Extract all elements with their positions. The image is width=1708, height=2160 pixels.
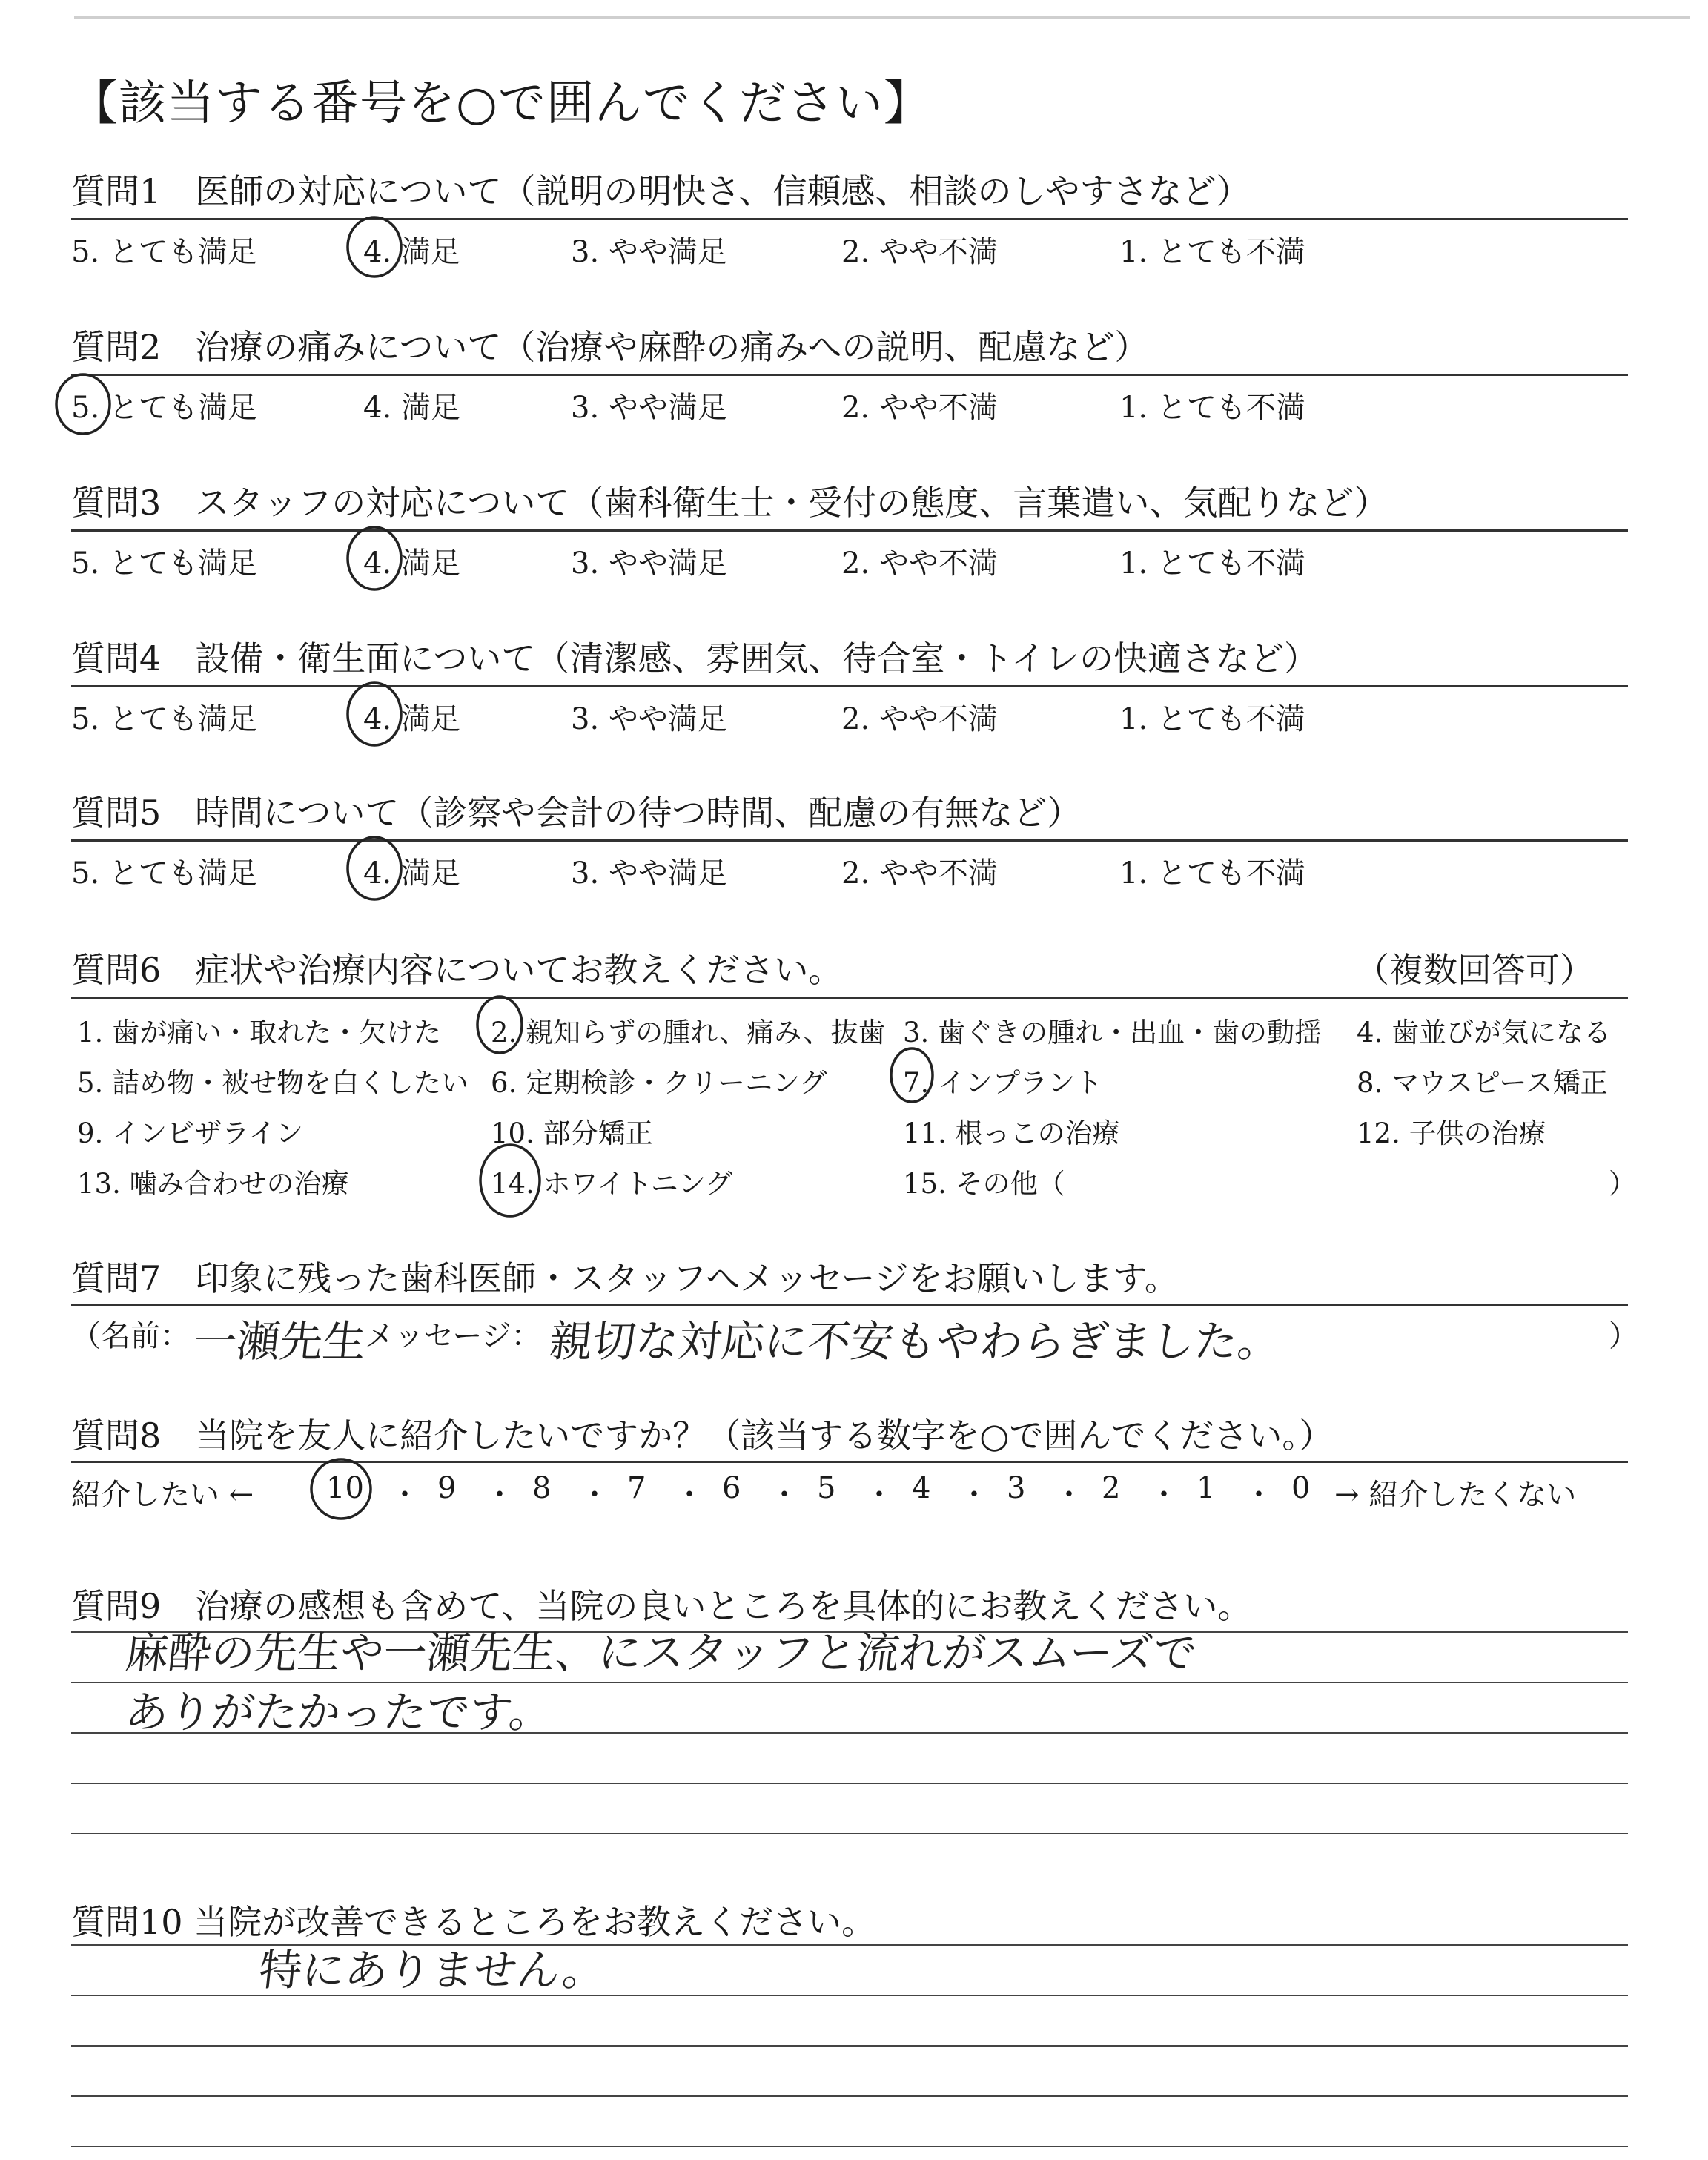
q3-option-1[interactable]: 1. とても不満	[1119, 546, 1305, 581]
q6-option-3[interactable]: 3. 歯ぐきの腫れ・出血・歯の動揺	[903, 1017, 1323, 1048]
question-4-label: 質問4 設備・衛生面について（清潔感、雰囲気、待合室・トイレの快適さなど）	[71, 638, 1319, 678]
question-6-label: 質問6 症状や治療内容についてお教えください。	[71, 950, 843, 990]
q8-score-5[interactable]: 5	[817, 1471, 836, 1505]
q9-answer-line-2[interactable]: ありがたかったです。	[122, 1687, 555, 1737]
q3-option-3[interactable]: 3. やや満足	[571, 546, 727, 581]
q6-option-8[interactable]: 8. マウスピース矯正	[1357, 1067, 1608, 1099]
q8-sep: ・	[1244, 1478, 1274, 1512]
circle-mark-q5-4	[348, 837, 401, 899]
q10-answer-line-1[interactable]: 特にありません。	[256, 1945, 609, 1995]
q8-sep: ・	[1054, 1478, 1084, 1512]
circle-mark-q1-4	[348, 217, 401, 277]
q8-score-0[interactable]: 0	[1291, 1471, 1311, 1505]
q1-option-2[interactable]: 2. やや不満	[841, 235, 998, 269]
q5-option-5[interactable]: 5. とても満足	[71, 856, 257, 891]
q1-option-4[interactable]: 4. 満足	[363, 235, 460, 269]
q8-left-label: 紹介したい ←	[71, 1478, 254, 1512]
q4-option-2[interactable]: 2. やや不満	[841, 702, 998, 736]
question-5-label: 質問5 時間について（診察や会計の待つ時間、配慮の有無など）	[71, 793, 1082, 833]
q4-option-4[interactable]: 4. 満足	[363, 702, 460, 736]
page-title: 【該当する番号を○で囲んでください】	[70, 76, 932, 131]
q9-answer-line-1[interactable]: 麻酔の先生や一瀬先生、にスタッフと流れがスムーズで	[122, 1628, 1199, 1678]
q8-score-9[interactable]: 9	[437, 1471, 457, 1505]
q2-option-5[interactable]: 5. とても満足	[71, 391, 257, 425]
q8-sep: ・	[1149, 1478, 1179, 1512]
q8-score-10[interactable]: 10	[326, 1471, 364, 1505]
q2-option-4[interactable]: 4. 満足	[363, 391, 460, 425]
q4-option-1[interactable]: 1. とても不満	[1119, 702, 1305, 736]
q8-score-6[interactable]: 6	[722, 1471, 741, 1505]
circle-mark-q8-10	[311, 1459, 371, 1519]
question-10-label: 質問10 当院が改善できるところをお教えください。	[71, 1902, 876, 1942]
question-9-label: 質問9 治療の感想も含めて、当院の良いところを具体的にお教えください。	[71, 1586, 1252, 1626]
q8-sep: ・	[769, 1478, 799, 1512]
q1-option-3[interactable]: 3. やや満足	[571, 235, 727, 269]
q1-option-1[interactable]: 1. とても不満	[1119, 235, 1305, 269]
q5-option-1[interactable]: 1. とても不満	[1119, 856, 1305, 891]
question-8-label: 質問8 当院を友人に紹介したいですか？（該当する数字を○で囲んでください。）	[71, 1416, 1334, 1456]
q8-sep: ・	[485, 1478, 514, 1512]
q6-option-15[interactable]: 15. その他（	[903, 1168, 1065, 1200]
q6-option-2[interactable]: 2. 親知らずの腫れ、痛み、抜歯	[491, 1017, 886, 1048]
q6-option-4[interactable]: 4. 歯並びが気になる	[1357, 1017, 1612, 1048]
q3-option-5[interactable]: 5. とても満足	[71, 546, 257, 581]
q8-sep: ・	[864, 1478, 894, 1512]
question-3-label: 質問3 スタッフの対応について（歯科衛生士・受付の態度、言葉遣い、気配りなど）	[71, 483, 1388, 523]
q6-option-12[interactable]: 12. 子供の治療	[1357, 1117, 1546, 1149]
question-2-label: 質問2 治療の痛みについて（治療や麻酔の痛みへの説明、配慮など）	[71, 327, 1149, 367]
q4-option-3[interactable]: 3. やや満足	[571, 702, 727, 736]
circle-mark-q6-14	[480, 1145, 540, 1216]
q2-option-2[interactable]: 2. やや不満	[841, 391, 998, 425]
circle-mark-q4-4	[348, 683, 401, 745]
q7-close-paren: ）	[1609, 1319, 1638, 1353]
question-6-note: （複数回答可）	[1355, 950, 1594, 990]
q8-score-4[interactable]: 4	[912, 1471, 931, 1505]
q5-option-2[interactable]: 2. やや不満	[841, 856, 998, 891]
circle-mark-q6-2	[477, 997, 522, 1053]
circle-mark-q2-5	[56, 374, 110, 434]
q6-option-7[interactable]: 7. インプラント	[903, 1067, 1103, 1099]
circle-mark-q6-7	[891, 1048, 933, 1102]
q6-option-11[interactable]: 11. 根っこの治療	[903, 1117, 1120, 1149]
q1-option-5[interactable]: 5. とても満足	[71, 235, 257, 269]
q6-option-14[interactable]: 14. ホワイトニング	[491, 1168, 733, 1200]
q5-option-3[interactable]: 3. やや満足	[571, 856, 727, 891]
q8-score-2[interactable]: 2	[1102, 1471, 1121, 1505]
q2-option-1[interactable]: 1. とても不満	[1119, 391, 1305, 425]
q4-option-5[interactable]: 5. とても満足	[71, 702, 257, 736]
q8-score-3[interactable]: 3	[1007, 1471, 1026, 1505]
question-1-label: 質問1 医師の対応について（説明の明快さ、信頼感、相談のしやすさなど）	[71, 171, 1251, 211]
q7-message-handwritten[interactable]: 親切な対応に不安もやわらぎました。	[546, 1316, 1284, 1367]
question-7-label: 質問7 印象に残った歯科医師・スタッフへメッセージをお願いします。	[71, 1258, 1179, 1298]
q8-score-7[interactable]: 7	[627, 1471, 646, 1505]
q8-sep: ・	[959, 1478, 989, 1512]
q8-sep: ・	[675, 1478, 704, 1512]
q5-option-4[interactable]: 4. 満足	[363, 856, 460, 891]
q8-score-1[interactable]: 1	[1196, 1471, 1216, 1505]
q6-option-9[interactable]: 9. インビザライン	[77, 1117, 303, 1149]
q8-score-8[interactable]: 8	[532, 1471, 552, 1505]
q7-message-label: メッセージ：	[365, 1319, 541, 1353]
q3-option-2[interactable]: 2. やや不満	[841, 546, 998, 581]
q2-option-3[interactable]: 3. やや満足	[571, 391, 727, 425]
q6-option-6[interactable]: 6. 定期検診・クリーニング	[491, 1067, 827, 1099]
q7-name-handwritten[interactable]: 一瀬先生	[191, 1316, 369, 1367]
circle-mark-q3-4	[348, 527, 401, 589]
q6-option-13[interactable]: 13. 噛み合わせの治療	[77, 1168, 349, 1200]
q8-right-label: → 紹介したくない	[1334, 1478, 1577, 1512]
q6-option-5[interactable]: 5. 詰め物・被せ物を白くしたい	[77, 1067, 469, 1099]
q8-sep: ・	[390, 1478, 420, 1512]
q3-option-4[interactable]: 4. 満足	[363, 546, 460, 581]
q8-sep: ・	[580, 1478, 609, 1512]
q6-option-10[interactable]: 10. 部分矯正	[491, 1117, 653, 1149]
q6-option-15-close: ）	[1609, 1168, 1636, 1200]
q6-option-1[interactable]: 1. 歯が痛い・取れた・欠けた	[77, 1017, 442, 1048]
q7-name-label: （名前：	[71, 1319, 190, 1353]
